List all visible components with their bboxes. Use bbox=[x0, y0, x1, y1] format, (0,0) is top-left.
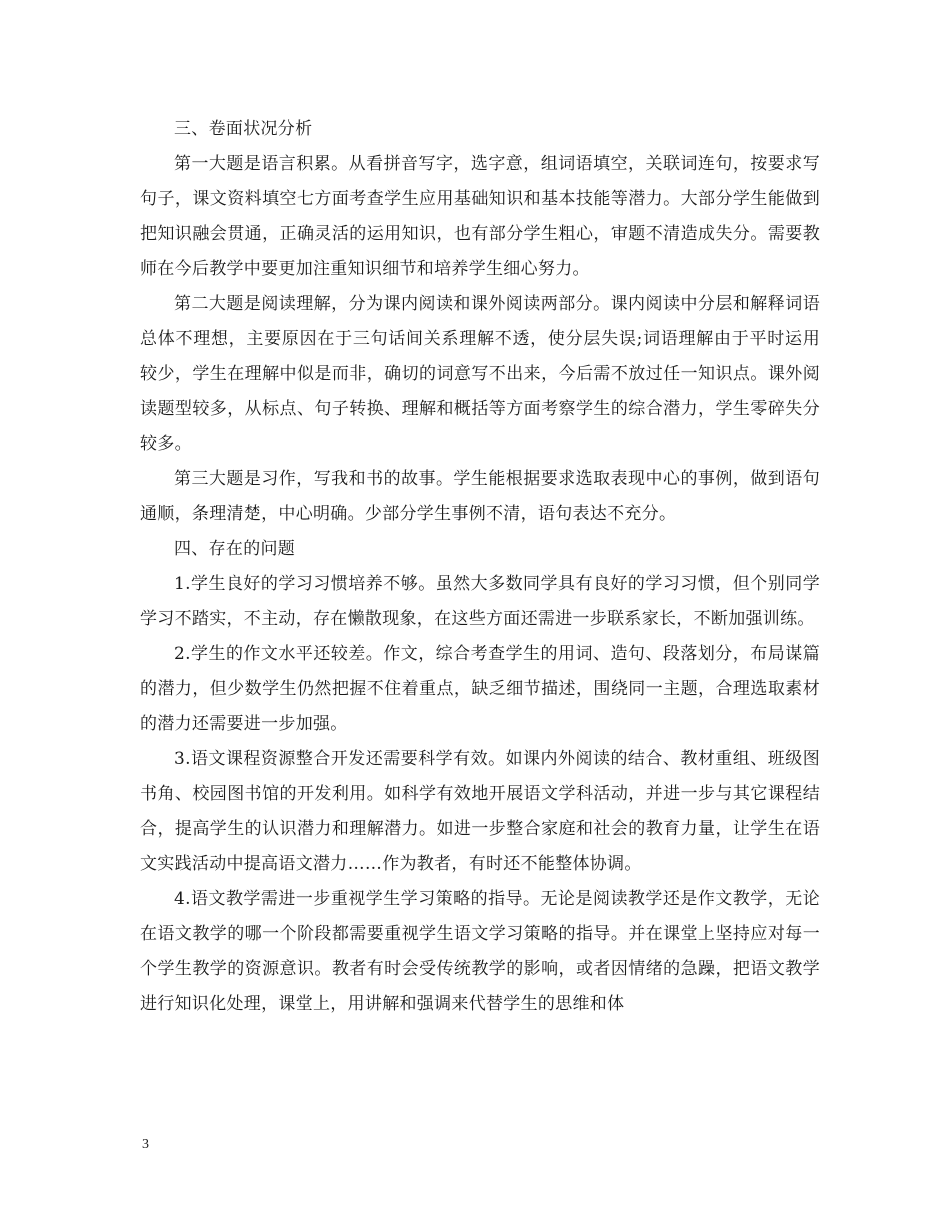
section-heading-paper-analysis: 三、卷面状况分析 bbox=[174, 119, 313, 139]
problem-item-2: 2.学生的作文水平还较差。作文，综合考查学生的用词、造句、段落划分，布局谋篇的潜力，但少数学生仍然把握不住着重点，缺乏细节描述，围绕同一主题，合理选取素材的潜力还需要进一步加强。 bbox=[140, 644, 820, 734]
page-number: 3 bbox=[142, 1137, 149, 1152]
paragraph-reading-comprehension: 第二大题是阅读理解，分为课内阅读和课外阅读两部分。课内阅读中分层和解释词语总体不理想，主要原因在于三句话间关系理解不透，使分层失误;词语理解由于平时运用较少，学生在理解中似是而非，确切的词意写不出来，今后需不放过任一知识点。课外阅读题型较多，从标点、句子转换、理解和概括等方面考察学生的综合潜力，学生零碎失分较多。 bbox=[140, 294, 820, 454]
problem-item-4: 4.语文教学需进一步重视学生学习策略的指导。无论是阅读教学还是作文教学，无论在语文教学的哪一个阶段都需要重视学生语文学习策略的指导。并在课堂上坚持应对每一个学生教学的资源意识。教者有时会受传统教学的影响，或者因情绪的急躁，把语文教学进行知识化处理，课堂上，用讲解和强调来代替学生的思维和体 bbox=[140, 889, 820, 1014]
section-heading-existing-problems: 四、存在的问题 bbox=[174, 539, 296, 559]
paragraph-language-accumulation: 第一大题是语言积累。从看拼音写字，选字意，组词语填空，关联词连句，按要求写句子，课文资料填空七方面考查学生应用基础知识和基本技能等潜力。大部分学生能做到把知识融会贯通，正确灵活的运用知识，也有部分学生粗心，审题不清造成失分。需要教师在今后教学中要更加注重知识细节和培养学生细心努力。 bbox=[140, 154, 820, 279]
document-body bbox=[140, 112, 820, 1022]
problem-item-1: 1.学生良好的学习习惯培养不够。虽然大多数同学具有良好的学习习惯，但个别同学学习不踏实，不主动，存在懒散现象，在这些方面还需进一步联系家长，不断加强训练。 bbox=[140, 574, 820, 629]
problem-item-3: 3.语文课程资源整合开发还需要科学有效。如课内外阅读的结合、教材重组、班级图书角、校园图书馆的开发利用。如科学有效地开展语文学科活动，并进一步与其它课程结合，提高学生的认识潜力和理解潜力。如进一步整合家庭和社会的教育力量，让学生在语文实践活动中提高语文潜力……作为教者，有时还不能整体协调。 bbox=[140, 749, 820, 874]
paragraph-composition: 第三大题是习作，写我和书的故事。学生能根据要求选取表现中心的事例，做到语句通顺，条理清楚，中心明确。少部分学生事例不清，语句表达不充分。 bbox=[140, 469, 820, 524]
